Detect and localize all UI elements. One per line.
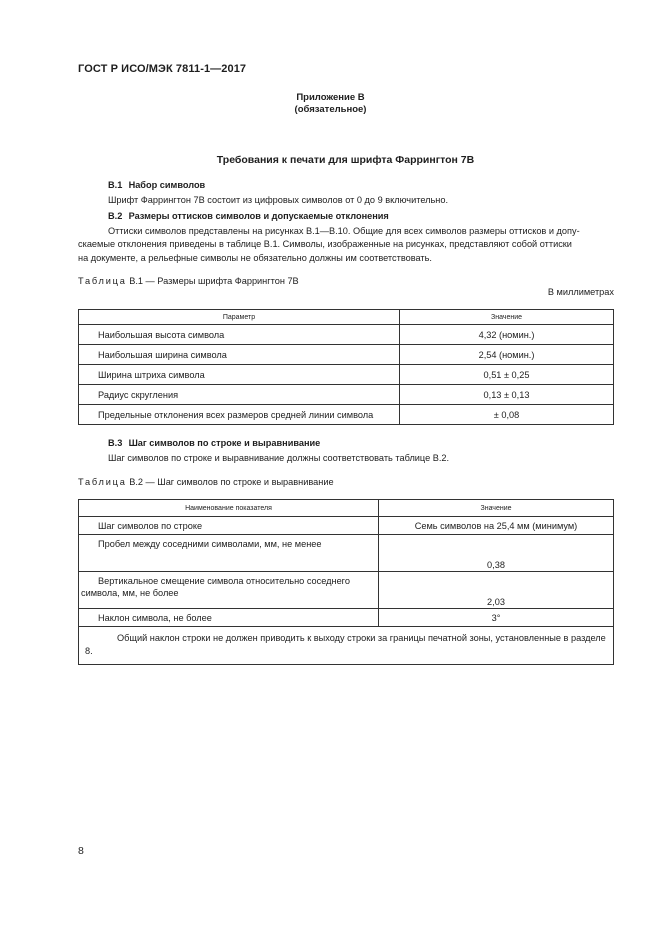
page-number: 8: [78, 845, 84, 857]
table-row: [79, 385, 614, 405]
table-row: [79, 609, 614, 627]
column-header: Значение: [400, 310, 614, 325]
param-cell: Наибольшая высота символа: [79, 325, 400, 345]
param-cell: Предельные отклонения всех размеров средней линии символа: [79, 405, 400, 425]
section-title: Набор символов: [128, 180, 206, 190]
annex-title: Приложение В: [296, 92, 365, 103]
table-row: [79, 572, 614, 609]
table-row: [79, 345, 614, 365]
cell-line: Вертикальное смещение символа относительно соседнего: [98, 576, 350, 586]
main-title: Требования к печати для шрифта Фаррингтон 7В: [216, 154, 475, 166]
caption-text: В.2 — Шаг символов по строке и выравнивание: [129, 477, 334, 487]
paragraph-line: скаемые отклонения приведены в таблице В.1. Символы, изображенные на рисунках, представляют собой оттиски: [78, 239, 572, 250]
param-cell: Наибольшая ширина символа: [79, 345, 400, 365]
caption-text: В.1 — Размеры шрифта Фаррингтон 7В: [129, 276, 299, 286]
annex-status: (обязательное): [294, 104, 367, 115]
paragraph-line: Оттиски символов представлены на рисунках В.1—В.10. Общие для всех символов размеры оттисков и допу-: [108, 226, 580, 236]
value-cell: 2,03: [379, 572, 614, 609]
table-row: [79, 365, 614, 385]
value-cell: 2,54 (номин.): [400, 345, 614, 365]
value-cell: 0,51 ± 0,25: [400, 365, 614, 385]
column-header: Значение: [379, 500, 614, 517]
param-cell: Ширина штриха символа: [79, 365, 400, 385]
value-cell: ± 0,08: [400, 405, 614, 425]
paragraph-line: на документе, а рельефные символы не обязательно должны им соответствовать.: [78, 252, 432, 263]
value-cell: 0,13 ± 0,13: [400, 385, 614, 405]
param-cell: Радиус скругления: [79, 385, 400, 405]
paragraph-line: Шаг символов по строке и выравнивание должны соответствовать таблице В.2.: [108, 453, 450, 463]
caption-word: Таблица: [78, 276, 127, 286]
document-header: ГОСТ Р ИСО/МЭК 7811-1—2017: [78, 63, 247, 75]
section-number: В.2: [108, 211, 123, 221]
table-row: [79, 325, 614, 345]
table-row: [79, 405, 614, 425]
section-b2-text: [78, 225, 615, 265]
column-header: Наименование показателя: [79, 500, 379, 517]
cell-line: символа, мм, не более: [81, 587, 179, 598]
table-header-row: [79, 310, 614, 325]
table2: [78, 499, 614, 665]
value-cell: 4,32 (номин.): [400, 325, 614, 345]
table-header-row: [79, 500, 614, 517]
table-row: [79, 535, 614, 572]
section-number: В.1: [108, 180, 123, 190]
name-cell: Наклон символа, не более: [79, 609, 379, 627]
table-row: [79, 517, 614, 535]
section-b1-heading: [108, 180, 205, 190]
note-text: Общий наклон строки не должен приводить к выходу строки за границы печатной зоны, установленные в разделе 8.: [85, 633, 606, 656]
table-note: [79, 627, 614, 665]
value-cell: 3°: [379, 609, 614, 627]
value-cell: 0,38: [379, 535, 614, 572]
section-title: Размеры оттисков символов и допускаемые отклонения: [128, 211, 389, 221]
section-b1-text: [78, 194, 615, 207]
table1-units: В миллиметрах: [547, 287, 614, 297]
table1: [78, 309, 614, 425]
table-note-row: [79, 627, 614, 665]
name-cell: Шаг символов по строке: [79, 517, 379, 535]
paragraph-line: Шрифт Фаррингтон 7В состоит из цифровых символов от 0 до 9 включительно.: [108, 195, 449, 205]
section-b3-text: [78, 452, 615, 465]
section-number: В.3: [108, 438, 123, 448]
section-title: Шаг символов по строке и выравнивание: [128, 438, 321, 448]
caption-word: Таблица: [78, 477, 127, 487]
value-cell: Семь символов на 25,4 мм (минимум): [379, 517, 614, 535]
column-header: Параметр: [79, 310, 400, 325]
section-b3-heading: [108, 438, 320, 448]
name-cell: [79, 572, 379, 609]
table1-caption: [78, 276, 299, 286]
name-cell: Пробел между соседними символами, мм, не менее: [79, 535, 379, 572]
table2-caption: [78, 477, 334, 487]
section-b2-heading: [108, 211, 389, 221]
